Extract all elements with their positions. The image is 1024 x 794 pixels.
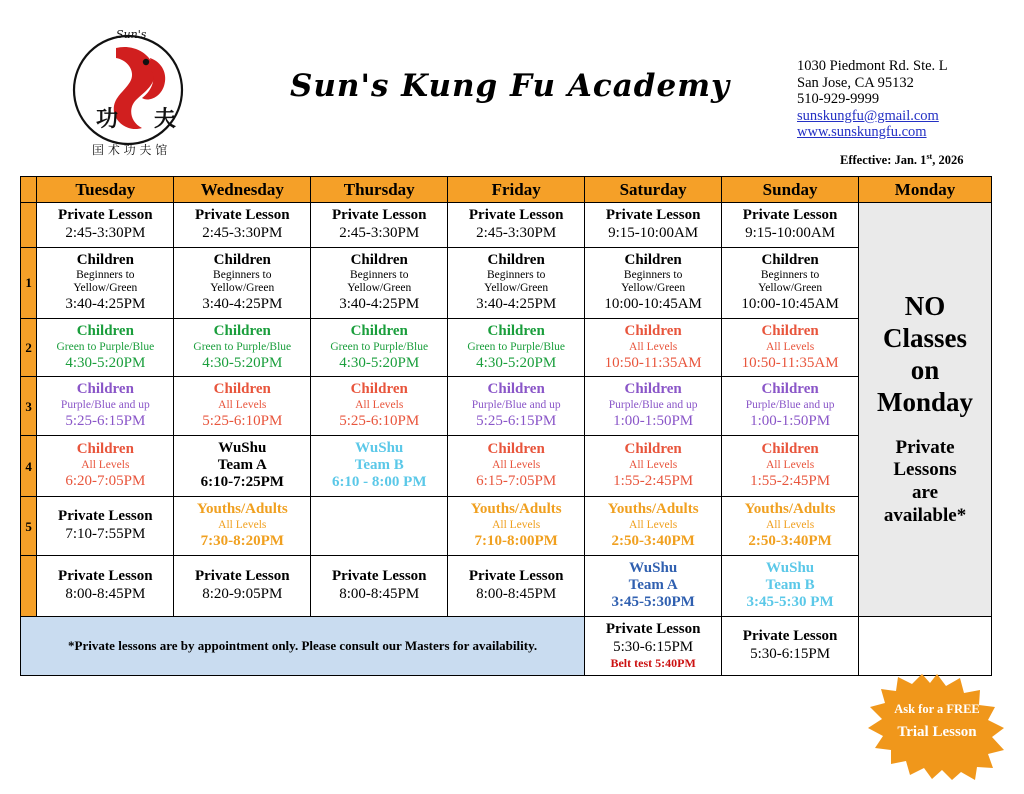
table-row — [21, 318, 992, 376]
dragon-logo-icon — [58, 18, 198, 163]
class-title: Children — [213, 251, 271, 268]
effective-date — [840, 152, 963, 168]
class-time: 2:45-3:30PM — [202, 224, 283, 241]
private-lesson-note: *Private lessons are by appointment only. Please consult our Masters for availability. — [21, 617, 585, 676]
class-cell-sunday[interactable] — [722, 497, 859, 555]
class-time: 3:40-4:25PM — [476, 296, 557, 313]
class-cell-saturday[interactable] — [585, 555, 722, 616]
class-title: Children — [350, 322, 408, 339]
effective-sup: st — [926, 152, 933, 161]
footer-cell-saturday[interactable] — [585, 617, 722, 676]
class-cell-sunday[interactable] — [722, 555, 859, 616]
page-header — [0, 0, 1024, 170]
class-time: 3:45-5:30PM — [611, 594, 695, 611]
class-cell-wednesday[interactable] — [174, 435, 311, 496]
effective-suffix: , 2026 — [932, 153, 964, 168]
class-title: Children — [761, 322, 819, 339]
class-time: 7:10-8:00PM — [474, 532, 558, 549]
class-cell-sunday[interactable] — [722, 318, 859, 376]
class-time: 9:15-10:00AM — [608, 224, 699, 241]
class-level: Green to Purple/Blue — [330, 340, 429, 353]
class-title: Children — [761, 251, 819, 268]
day-header-friday: Friday — [448, 177, 585, 203]
class-title: WuShu Team A — [628, 559, 678, 593]
class-cell-tuesday[interactable] — [37, 555, 174, 616]
class-time: 2:45-3:30PM — [339, 224, 420, 241]
class-cell-saturday[interactable] — [585, 247, 722, 318]
day-header-sunday: Sunday — [722, 177, 859, 203]
class-time: 5:25-6:15PM — [65, 413, 146, 430]
class-cell-wednesday[interactable] — [174, 555, 311, 616]
class-level: Purple/Blue and up — [608, 399, 698, 412]
row-index — [21, 203, 37, 248]
day-header-thursday: Thursday — [311, 177, 448, 203]
class-title: Children — [624, 441, 682, 458]
table-row — [21, 377, 992, 435]
burst-line-2: Trial Lesson — [897, 724, 977, 740]
class-level: Green to Purple/Blue — [193, 340, 292, 353]
class-cell-saturday[interactable] — [585, 377, 722, 435]
class-time: 8:00-8:45PM — [339, 585, 420, 602]
class-title: Children — [76, 441, 134, 458]
row-index: 3 — [21, 377, 37, 435]
index-header — [21, 177, 37, 203]
class-level: All Levels — [355, 399, 404, 412]
class-level: All Levels — [218, 519, 267, 532]
class-title: Children — [213, 322, 271, 339]
class-cell-wednesday[interactable] — [174, 497, 311, 555]
class-level: All Levels — [765, 519, 815, 532]
class-level: All Levels — [81, 459, 130, 472]
class-level: All Levels — [492, 459, 541, 472]
effective-prefix: Effective: Jan. 1 — [840, 153, 927, 168]
class-cell-friday[interactable] — [448, 555, 585, 616]
class-time: 3:40-4:25PM — [202, 296, 283, 313]
class-title: Private Lesson — [58, 207, 153, 223]
class-title: Children — [624, 251, 682, 268]
class-cell-friday[interactable] — [448, 497, 585, 555]
class-time: 2:50-3:40PM — [748, 532, 832, 549]
class-cell-wednesday[interactable] — [174, 203, 311, 248]
class-cell-tuesday[interactable] — [37, 318, 174, 376]
class-cell-tuesday[interactable] — [37, 377, 174, 435]
class-time: 1:00-1:50PM — [613, 413, 694, 430]
class-title: Children — [350, 251, 408, 268]
class-time: 2:45-3:30PM — [476, 224, 557, 241]
class-cell-saturday[interactable] — [585, 318, 722, 376]
class-level: All Levels — [218, 399, 267, 412]
class-title: Private Lesson — [605, 621, 701, 638]
class-level: Beginners to Yellow/Green — [621, 269, 686, 295]
class-time: 1:55-2:45PM — [750, 473, 831, 489]
class-level: All Levels — [629, 519, 678, 532]
header-row — [21, 177, 992, 203]
address-line-2: San Jose, CA 95132 — [797, 74, 914, 91]
class-title: Children — [487, 441, 545, 458]
class-cell-sunday[interactable] — [722, 203, 859, 248]
class-title: Private Lesson — [331, 568, 427, 585]
class-title: Children — [213, 381, 271, 398]
page-title: Sun's Kung Fu Academy — [289, 68, 731, 104]
class-cell-thursday[interactable] — [311, 377, 448, 435]
class-time: 4:30-5:20PM — [202, 354, 283, 371]
class-time: 4:30-5:20PM — [476, 354, 557, 371]
class-cell-friday[interactable] — [448, 435, 585, 496]
contact-block — [797, 58, 948, 141]
class-level: Purple/Blue and up — [745, 399, 835, 412]
table-head — [21, 177, 992, 203]
class-title: Youths/Adults — [470, 501, 562, 518]
website-link[interactable]: www.sunskungfu.com — [797, 124, 927, 140]
class-cell-thursday[interactable] — [311, 247, 448, 318]
class-time: 8:20-9:05PM — [202, 585, 283, 602]
class-level: Purple/Blue and up — [60, 399, 150, 412]
class-time: 4:30-5:20PM — [339, 354, 420, 371]
class-time: 5:30-6:15PM — [750, 646, 831, 663]
class-title: Children — [487, 322, 545, 339]
class-title: Private Lesson — [58, 508, 153, 525]
day-header-monday: Monday — [859, 177, 992, 203]
svg-text:功: 功 — [96, 107, 119, 132]
table-row — [21, 435, 992, 496]
class-title: Youths/Adults — [196, 501, 288, 518]
table-body — [21, 203, 992, 676]
class-title: Children — [624, 381, 682, 398]
class-level: Beginners to Yellow/Green — [758, 269, 823, 295]
class-cell-sunday[interactable] — [722, 435, 859, 496]
trial-lesson-burst[interactable] — [856, 672, 1018, 780]
schedule-table-wrapper — [20, 176, 992, 676]
class-level: Green to Purple/Blue — [467, 340, 566, 353]
class-level: Purple/Blue and up — [471, 399, 561, 412]
class-time: 9:15-10:00AM — [745, 224, 836, 241]
table-row — [21, 497, 992, 555]
class-cell-wednesday[interactable] — [174, 318, 311, 376]
row-index: 1 — [21, 247, 37, 318]
address-line-1: 1030 Piedmont Rd. Ste. L — [797, 58, 948, 74]
class-time: 2:45-3:30PM — [65, 224, 146, 241]
email-link[interactable]: sunskungfu@gmail.com — [797, 107, 939, 124]
class-level: Beginners to Yellow/Green — [347, 269, 412, 295]
class-cell-sunday[interactable] — [722, 377, 859, 435]
class-level: All Levels — [765, 340, 815, 353]
day-header-wednesday: Wednesday — [174, 177, 311, 203]
class-title: Private Lesson — [194, 207, 290, 223]
row-index: 4 — [21, 435, 37, 496]
row-index — [21, 555, 37, 616]
burst-line-1: Ask for a FREE — [894, 702, 980, 716]
class-title: Youths/Adults — [744, 501, 836, 518]
class-time: 4:30-5:20PM — [65, 354, 146, 371]
class-level: Beginners to Yellow/Green — [210, 269, 275, 295]
class-cell-wednesday[interactable] — [174, 247, 311, 318]
class-cell-thursday[interactable] — [311, 555, 448, 616]
svg-text:Sun's: Sun's — [116, 28, 147, 41]
class-cell-friday[interactable] — [448, 203, 585, 248]
class-title: Private Lesson — [605, 207, 701, 223]
class-time: 6:15-7:05PM — [476, 473, 557, 489]
class-title: Children — [487, 381, 545, 398]
class-title: Children — [76, 322, 134, 339]
class-time: 10:50-11:35AM — [604, 354, 702, 371]
class-title: WuShu Team B — [354, 439, 404, 473]
class-level: All Levels — [629, 459, 678, 472]
class-time: 5:30-6:15PM — [613, 638, 694, 655]
class-time: 5:25-6:15PM — [476, 413, 557, 430]
class-cell-tuesday[interactable] — [37, 435, 174, 496]
class-title: Private Lesson — [468, 568, 564, 585]
class-title: Youths/Adults — [607, 501, 699, 518]
svg-text:囯 术 功 夫 馆: 囯 术 功 夫 馆 — [92, 143, 168, 157]
class-cell-thursday[interactable] — [311, 203, 448, 248]
row-index: 5 — [21, 497, 37, 555]
monday-no-classes-cell — [859, 203, 992, 617]
class-cell-friday[interactable] — [448, 247, 585, 318]
class-time: 5:25-6:10PM — [339, 413, 420, 430]
table-row — [21, 247, 992, 318]
class-cell-saturday[interactable] — [585, 203, 722, 248]
class-title: Private Lesson — [742, 207, 838, 223]
monday-private-lessons-text: Private Lessons are available* — [883, 436, 967, 527]
class-time: 7:10-7:55PM — [65, 526, 146, 542]
class-time: 10:00-10:45AM — [741, 296, 839, 313]
class-level: Beginners to Yellow/Green — [484, 269, 549, 295]
class-title: Private Lesson — [194, 568, 290, 585]
class-title: Children — [761, 441, 819, 458]
class-cell-thursday[interactable] — [311, 435, 448, 496]
schedule-table — [20, 176, 992, 676]
class-cell-tuesday[interactable] — [37, 247, 174, 318]
class-time: 10:00-10:45AM — [604, 296, 702, 313]
class-title: Children — [350, 381, 408, 398]
class-level: Beginners to Yellow/Green — [73, 269, 138, 295]
class-time: 1:00-1:50PM — [750, 413, 831, 430]
class-cell-wednesday[interactable] — [174, 377, 311, 435]
day-header-tuesday: Tuesday — [37, 177, 174, 203]
phone-number: 510-929-9999 — [797, 91, 880, 107]
class-time: 7:30-8:20PM — [200, 532, 284, 549]
class-time: 6:20-7:05PM — [65, 473, 146, 489]
class-title: Private Lesson — [58, 568, 153, 585]
class-cell-saturday[interactable] — [585, 435, 722, 496]
class-time: 3:40-4:25PM — [65, 296, 146, 313]
class-title: Private Lesson — [468, 207, 564, 223]
class-title: Private Lesson — [742, 628, 838, 645]
class-cell-tuesday[interactable] — [37, 203, 174, 248]
row-index: 2 — [21, 318, 37, 376]
class-time: 3:45-5:30 PM — [746, 594, 834, 611]
table-row — [21, 555, 992, 616]
class-title: Children — [76, 381, 134, 398]
class-cell-tuesday[interactable] — [37, 497, 174, 555]
class-level: All Levels — [492, 519, 541, 532]
footer-row — [21, 617, 992, 676]
class-cell-friday[interactable] — [448, 318, 585, 376]
footer-cell-monday — [859, 617, 992, 676]
class-time: 6:10-7:25PM — [200, 474, 284, 491]
class-time: 3:40-4:25PM — [339, 296, 420, 313]
class-cell-thursday[interactable] — [311, 318, 448, 376]
class-title: Children — [761, 381, 819, 398]
class-title: Children — [487, 251, 545, 268]
class-time: 2:50-3:40PM — [611, 532, 695, 549]
class-title: Private Lesson — [331, 207, 427, 223]
class-time: 8:00-8:45PM — [476, 585, 557, 602]
table-row — [21, 203, 992, 248]
class-cell-saturday[interactable] — [585, 497, 722, 555]
class-cell-sunday[interactable] — [722, 247, 859, 318]
svg-text:夫: 夫 — [154, 107, 177, 132]
class-time: 5:25-6:10PM — [202, 413, 283, 430]
class-cell-friday[interactable] — [448, 377, 585, 435]
monday-no-classes-text: NO Classes on Monday — [877, 291, 974, 417]
empty-cell-thursday — [311, 497, 448, 555]
class-time: 1:55-2:45PM — [613, 473, 694, 489]
belt-test-note: Belt test 5:40PM — [610, 655, 696, 670]
class-level: All Levels — [629, 340, 678, 353]
class-title: WuShu Team A — [217, 439, 267, 473]
class-time: 10:50-11:35AM — [741, 354, 839, 371]
class-time: 8:00-8:45PM — [65, 585, 146, 602]
footer-cell-sunday[interactable] — [722, 617, 859, 676]
class-title: WuShu Team B — [765, 559, 815, 593]
day-header-saturday: Saturday — [585, 177, 722, 203]
class-level: Green to Purple/Blue — [56, 340, 155, 353]
class-level: All Levels — [765, 459, 815, 472]
class-title: Children — [76, 251, 134, 268]
class-time: 6:10 - 8:00 PM — [331, 474, 427, 491]
class-title: Children — [624, 322, 682, 339]
